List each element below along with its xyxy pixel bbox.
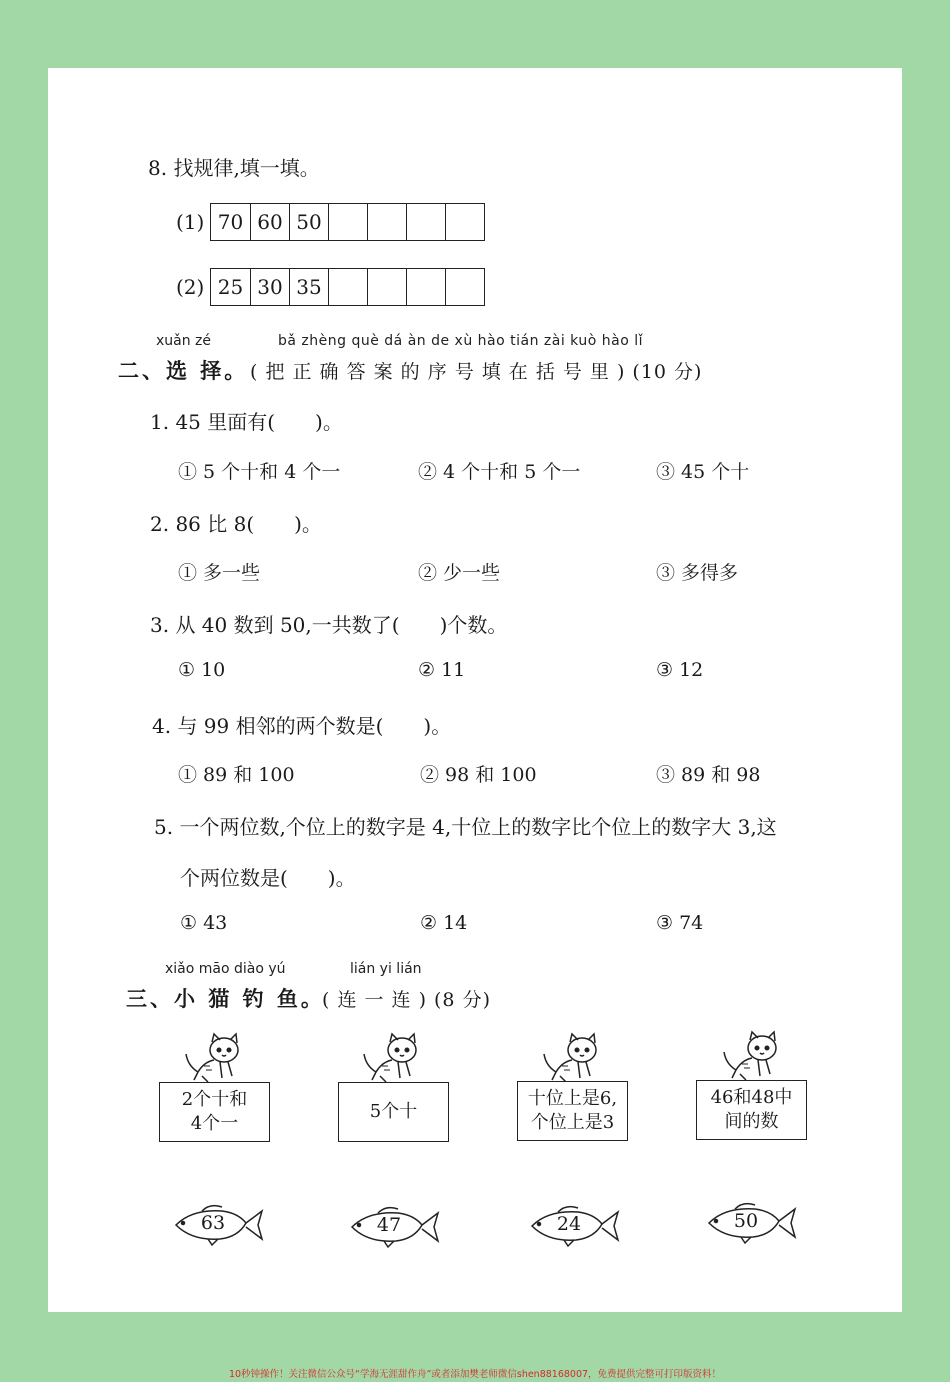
card-line: 十位上是6, (527, 1088, 618, 1109)
answer-cell[interactable] (328, 269, 367, 305)
fish-4[interactable] (705, 1201, 797, 1245)
section2-instruction: ( 把 正 确 答 案 的 序 号 填 在 括 号 里 ) (10 分) (250, 361, 703, 383)
q3-option-2[interactable]: ② 11 (418, 659, 466, 681)
section3-heading-pinyin: xiǎo māo diào yú (165, 961, 286, 977)
q8-row2-label: (2) (176, 275, 205, 299)
kitten-icon (362, 1032, 426, 1084)
q8-row2-grid (210, 268, 485, 306)
card-line: 5个十 (369, 1101, 418, 1122)
q4-option-3[interactable]: ③ 89 和 98 (656, 764, 761, 786)
cat-card-3[interactable] (517, 1081, 628, 1141)
cat-card-4[interactable] (696, 1080, 807, 1140)
choice-question-4: 4. 与 99 相邻的两个数是( )。 (152, 714, 452, 738)
q3-option-1[interactable]: ① 10 (178, 659, 226, 681)
section2-instruction-pinyin: bǎ zhèng què dá àn de xù hào tián zài kuò hào lǐ (278, 333, 643, 349)
kitten-icon (722, 1030, 786, 1082)
section3-instruction-pinyin: lián yi lián (350, 961, 422, 977)
fish-number: 63 (200, 1212, 226, 1234)
choice-question-5-cont: 个两位数是( )。 (180, 866, 356, 890)
grid-cell: 60 (250, 204, 289, 240)
choice-question-5: 5. 一个两位数,个位上的数字是 4,十位上的数字比个位上的数字大 3,这 (154, 815, 777, 839)
fish-1[interactable] (172, 1203, 264, 1247)
section3-heading: 三、小 猫 钓 鱼。 (126, 986, 325, 1011)
grid-cell: 70 (217, 210, 244, 234)
answer-cell[interactable] (445, 269, 484, 305)
grid-cell: 25 (217, 275, 244, 299)
fish-number: 24 (556, 1213, 582, 1235)
card-line: 46和48中 (710, 1087, 793, 1108)
q2-option-3[interactable]: ③ 多得多 (656, 562, 739, 584)
q1-option-1[interactable]: ① 5 个十和 4 个一 (178, 461, 341, 483)
card-line: 2个十和 (181, 1089, 248, 1110)
q4-option-2[interactable]: ② 98 和 100 (420, 764, 537, 786)
choice-question-1: 1. 45 里面有( )。 (150, 410, 343, 434)
q4-option-1[interactable]: ① 89 和 100 (178, 764, 295, 786)
q3-option-3[interactable]: ③ 12 (656, 659, 704, 681)
q8-row1-grid (210, 203, 485, 241)
q5-option-1[interactable]: ① 43 (180, 912, 228, 934)
q5-option-2[interactable]: ② 14 (420, 912, 468, 934)
card-line: 4个一 (190, 1113, 239, 1134)
section2-heading: 二、选 择。 (118, 358, 249, 383)
fish-3[interactable] (528, 1204, 620, 1248)
q8-title: 8. 找规律,填一填。 (148, 156, 320, 180)
grid-cell: 35 (289, 269, 328, 305)
grid-cell: 50 (289, 204, 328, 240)
q2-option-1[interactable]: ① 多一些 (178, 562, 261, 584)
q1-option-2[interactable]: ② 4 个十和 5 个一 (418, 461, 581, 483)
grid-cell: 30 (250, 269, 289, 305)
fish-number: 47 (376, 1214, 402, 1236)
fish-number: 50 (733, 1210, 759, 1232)
section3-instruction: ( 连 一 连 ) (8 分) (322, 989, 491, 1011)
section2-heading-pinyin: xuǎn zé (156, 333, 212, 349)
kitten-icon (184, 1032, 248, 1084)
cat-card-2[interactable] (338, 1082, 449, 1142)
choice-question-2: 2. 86 比 8( )。 (150, 512, 322, 536)
answer-cell[interactable] (406, 204, 445, 240)
answer-cell[interactable] (328, 204, 367, 240)
answer-cell[interactable] (406, 269, 445, 305)
answer-cell[interactable] (367, 204, 406, 240)
kitten-icon (542, 1032, 606, 1084)
q5-option-3[interactable]: ③ 74 (656, 912, 704, 934)
q8-row1-label: (1) (176, 210, 205, 234)
fish-2[interactable] (348, 1205, 440, 1249)
q1-option-3[interactable]: ③ 45 个十 (656, 461, 750, 483)
card-line: 个位上是3 (530, 1112, 615, 1133)
footer-notice: 10秒钟操作！关注微信公众号“学海无涯甜作舟”或者添加樊老师微信shen88168007，免费提供完整可打印版资料！ (228, 1369, 722, 1380)
q2-option-2[interactable]: ② 少一些 (418, 562, 501, 584)
card-line: 间的数 (724, 1111, 779, 1132)
cat-card-1[interactable] (159, 1082, 270, 1142)
answer-cell[interactable] (367, 269, 406, 305)
answer-cell[interactable] (445, 204, 484, 240)
choice-question-3: 3. 从 40 数到 50,一共数了( )个数。 (150, 613, 508, 637)
